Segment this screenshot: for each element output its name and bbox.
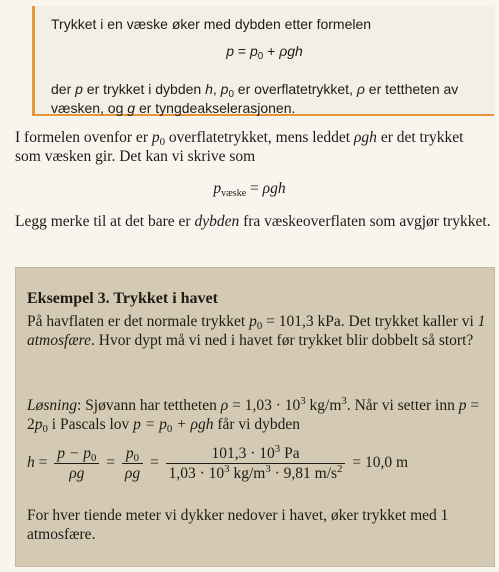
frac1-num: p − p <box>57 445 91 462</box>
sol-b: = 1,03 · 10 <box>228 397 301 414</box>
frac3-den-a: 1,03 · 10 <box>168 465 225 482</box>
expl-p0: p <box>220 81 229 97</box>
prob-p0: p <box>249 313 257 330</box>
expl-b: er trykket i dybden <box>82 81 206 97</box>
pressure-formula <box>35 43 494 62</box>
expl-g: g <box>127 100 136 116</box>
prob-a: På havflaten er det normale trykket <box>27 313 250 330</box>
eq-eq1: = <box>34 454 52 472</box>
sol-label: Løsning <box>27 397 77 414</box>
sol-exp: 3 <box>300 395 306 407</box>
definition-box <box>32 6 494 116</box>
sol-law-sub: 0 <box>166 423 173 435</box>
f2-p: p <box>213 180 222 197</box>
sol-law-b: + ρgh <box>172 416 214 433</box>
formula-p0: p <box>249 43 258 59</box>
frac1-num-sub: 0 <box>90 452 97 464</box>
sol-p0-sub: 0 <box>42 423 48 435</box>
frac2-num-sub: 0 <box>133 452 140 464</box>
f2-sub: væske <box>221 188 247 199</box>
example-conclusion: For hver tiende meter vi dykker nedover i havet, øker trykket med 1 atmosfære. <box>27 507 449 543</box>
p1-p0: p <box>151 129 160 146</box>
frac3-num-exp: 3 <box>274 443 281 455</box>
frac3-den-exp3: 2 <box>337 463 343 475</box>
frac3-num-a: 101,3 · 10 <box>211 445 275 462</box>
eq-eq3: = <box>146 454 163 472</box>
example-title: Eksempel 3. Trykket i havet <box>27 290 218 307</box>
formula-eq: = <box>234 43 250 59</box>
eq-result: = 10,0 m <box>348 454 409 472</box>
sol-p: p <box>458 397 467 414</box>
sol-unit-exp: 3 <box>341 395 347 407</box>
frac3-den-exp2: 3 <box>265 463 271 475</box>
p2-b: fra væskeoverflaten som avgjør trykket. <box>239 213 491 230</box>
prob-em: 1 atmosfære <box>27 313 486 349</box>
example-box <box>15 267 495 567</box>
p1-rgh: ρgh <box>353 129 377 146</box>
formula-p: p <box>226 43 234 59</box>
f2-rhs: ρgh <box>262 180 286 197</box>
sol-e: = 2 <box>27 397 480 433</box>
paragraph-depth-note <box>15 212 493 231</box>
p1-a: I formelen ovenfor er <box>15 129 152 146</box>
example-problem <box>27 312 491 350</box>
expl-rho: ρ <box>356 81 365 97</box>
frac2-den: ρg <box>124 465 141 482</box>
liquid-pressure-formula <box>0 180 499 198</box>
prob-c: . Hvor dypt må vi ned i havet før trykket blir dobbelt så stort? <box>91 332 474 349</box>
expl-p0-sub: 0 <box>228 89 234 100</box>
expl-e: er tettheten av væsken, og <box>51 81 459 116</box>
p1-c: er det trykket som væsken gir. Det kan vi skrive som <box>15 129 464 165</box>
frac2-num: p <box>125 445 134 462</box>
expl-h: h <box>205 81 213 97</box>
frac3-num-b: Pa <box>280 445 300 462</box>
definition-text: Trykket i en væske øker med dybden etter formelen <box>51 16 372 32</box>
frac3-den-exp1: 3 <box>224 463 230 475</box>
fraction-1 <box>54 444 99 483</box>
p2-em: dybden <box>194 213 240 230</box>
sol-rho: ρ <box>220 397 229 414</box>
expl-a: der <box>51 81 76 97</box>
f2-eq: = <box>246 180 263 197</box>
example-solution <box>27 396 491 434</box>
expl-c: , <box>212 81 221 97</box>
formula-plus: + <box>263 43 280 59</box>
sol-a: : Sjøvann har tettheten <box>76 397 221 414</box>
fraction-2 <box>122 444 143 483</box>
p1-p0-sub: 0 <box>159 136 166 148</box>
prob-p0-sub: 0 <box>256 320 263 332</box>
definition-explanation <box>51 80 491 118</box>
p2-a: Legg merke til at det bare er <box>15 213 195 230</box>
sol-g: får vi dybden <box>213 416 300 433</box>
eq-h: h <box>27 454 35 472</box>
sol-d: . Når vi setter inn <box>346 397 459 414</box>
paragraph-surface-pressure <box>15 128 493 166</box>
sol-law: p = p <box>133 416 167 433</box>
expl-p: p <box>75 81 83 97</box>
fraction-3 <box>166 444 346 483</box>
frac3-den-c: · 9,81 m/s <box>270 465 338 482</box>
eq-eq2: = <box>102 454 119 472</box>
depth-equation <box>27 444 491 500</box>
sol-p0: p <box>34 416 43 433</box>
frac3-den-b: kg/m <box>229 465 266 482</box>
sol-f: i Pascals lov <box>47 416 134 433</box>
sol-c: kg/m <box>305 397 342 414</box>
frac1-den: ρg <box>69 465 85 482</box>
formula-rgh: ρgh <box>279 43 303 59</box>
expl-d: er overflatetrykket, <box>233 81 357 97</box>
expl-f: er tyngdeakselerasjonen. <box>135 100 296 116</box>
formula-p0-sub: 0 <box>257 51 264 62</box>
prob-b: = 101,3 kPa. Det trykket kaller vi <box>262 313 478 330</box>
p1-b: overflatetrykket, mens leddet <box>165 129 354 146</box>
